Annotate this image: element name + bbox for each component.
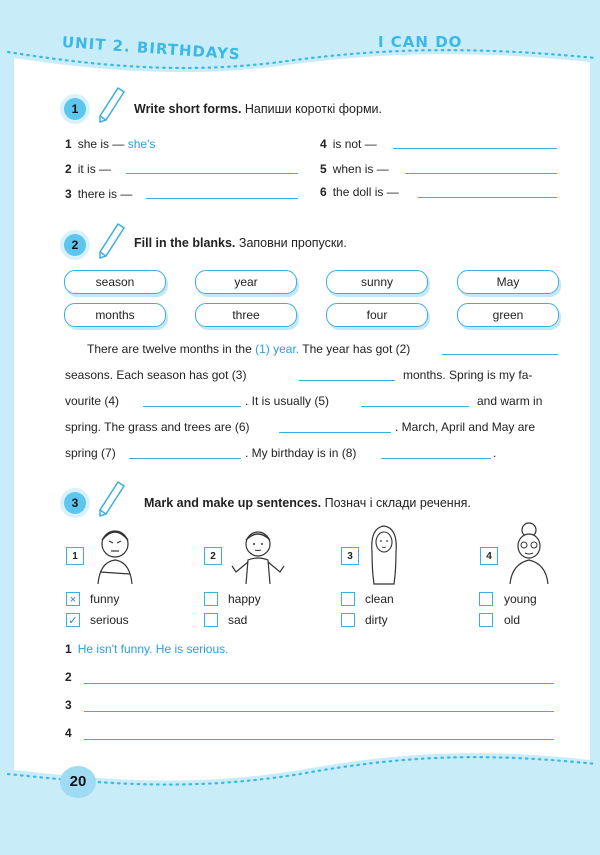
option-clean: clean xyxy=(365,592,394,606)
option-funny: funny xyxy=(90,592,120,606)
word-sunny[interactable]: sunny xyxy=(326,270,428,294)
checkbox-funny[interactable]: × xyxy=(66,592,80,606)
item-4: 4 is not — xyxy=(320,137,377,151)
word-season[interactable]: season xyxy=(64,270,166,294)
word-may[interactable]: May xyxy=(457,270,559,294)
pencil-icon xyxy=(96,86,126,124)
picture-1-number: 1 xyxy=(66,547,84,565)
option-young: young xyxy=(504,592,537,606)
exercise-1-title: Write short forms. Напиши короткі форми. xyxy=(134,102,382,116)
girl-illustration xyxy=(364,522,404,586)
para-row-1: There are twelve months in the (1) year. The year has got (2) xyxy=(87,342,411,356)
word-year[interactable]: year xyxy=(195,270,297,294)
item-3: 3 there is — xyxy=(65,187,133,201)
item-5: 5 when is — xyxy=(320,162,389,176)
serious-boy-illustration xyxy=(90,522,140,586)
sentence-line-2[interactable] xyxy=(84,683,554,684)
picture-3-number: 3 xyxy=(341,547,359,565)
pencil-icon xyxy=(96,480,126,518)
para-row-2: seasons. Each season has got (3) xyxy=(65,368,247,382)
picture-4-number: 4 xyxy=(480,547,498,565)
para-row-3b: . It is usually (5) xyxy=(245,394,330,408)
blank-3[interactable] xyxy=(299,380,395,381)
sentence-4-number: 4 xyxy=(65,726,72,740)
checkbox-serious[interactable]: ✓ xyxy=(66,613,80,627)
exercise-2-title: Fill in the blanks. Заповни пропуски. xyxy=(134,236,347,250)
para-row-4: spring. The grass and trees are (6) xyxy=(65,420,250,434)
grandmother-illustration xyxy=(504,520,554,586)
para-row-3c: and warm in xyxy=(477,394,543,408)
answer-line-4[interactable] xyxy=(393,148,557,149)
sentence-3-number: 3 xyxy=(65,698,72,712)
section-title: I CAN DO xyxy=(378,33,463,51)
word-green[interactable]: green xyxy=(457,303,559,327)
word-months[interactable]: months xyxy=(64,303,166,327)
item-1: 1 she is — she's xyxy=(65,137,156,151)
picture-2-number: 2 xyxy=(204,547,222,565)
exercise-2-number: 2 xyxy=(64,234,86,256)
blank-6[interactable] xyxy=(279,432,391,433)
option-dirty: dirty xyxy=(365,613,388,627)
fill-in-paragraph xyxy=(65,342,558,466)
option-serious: serious xyxy=(90,613,129,627)
exercise-3-number: 3 xyxy=(64,492,86,514)
answer-line-2[interactable] xyxy=(126,173,298,174)
item-2: 2 it is — xyxy=(65,162,112,176)
exercise-3-title: Mark and make up sentences. Познач і склади речення. xyxy=(144,496,471,510)
blank-4[interactable] xyxy=(143,406,241,407)
answer-line-5[interactable] xyxy=(405,173,557,174)
blank-8[interactable] xyxy=(381,458,491,459)
answer-line-6[interactable] xyxy=(418,197,557,198)
sentence-line-3[interactable] xyxy=(84,711,554,712)
para-row-2b: months. Spring is my fa- xyxy=(403,368,533,382)
sentence-1: 1 He isn't funny. He is serious. xyxy=(65,642,229,656)
para-row-5: spring (7) xyxy=(65,446,116,460)
para-row-4b: . March, April and May are xyxy=(395,420,536,434)
unit-title: UNIT 2. BIRTHDAYS xyxy=(61,33,242,64)
blank-7[interactable] xyxy=(129,458,241,459)
checkbox-clean[interactable] xyxy=(341,592,355,606)
word-four[interactable]: four xyxy=(326,303,428,327)
checkbox-old[interactable] xyxy=(479,613,493,627)
pencil-icon xyxy=(96,222,126,260)
answer-line-3[interactable] xyxy=(146,198,298,199)
blank-5[interactable] xyxy=(361,406,469,407)
checkbox-sad[interactable] xyxy=(204,613,218,627)
option-old: old xyxy=(504,613,521,627)
page-number: 20 xyxy=(60,766,96,798)
para-row-3: vourite (4) xyxy=(65,394,120,408)
blank-2[interactable] xyxy=(442,354,558,355)
checkbox-happy[interactable] xyxy=(204,592,218,606)
exercise-1-number: 1 xyxy=(64,98,86,120)
para-row-5b: . My birthday is in (8) xyxy=(245,446,357,460)
checkbox-young[interactable] xyxy=(479,592,493,606)
boy-shrugging-illustration xyxy=(228,524,288,586)
sentence-line-4[interactable] xyxy=(84,739,554,740)
para-row-5c: . xyxy=(493,446,497,460)
item-6: 6 the doll is — xyxy=(320,185,399,199)
word-three[interactable]: three xyxy=(195,303,297,327)
checkbox-dirty[interactable] xyxy=(341,613,355,627)
option-happy: happy xyxy=(228,592,261,606)
option-sad: sad xyxy=(228,613,248,627)
sentence-2-number: 2 xyxy=(65,670,72,684)
